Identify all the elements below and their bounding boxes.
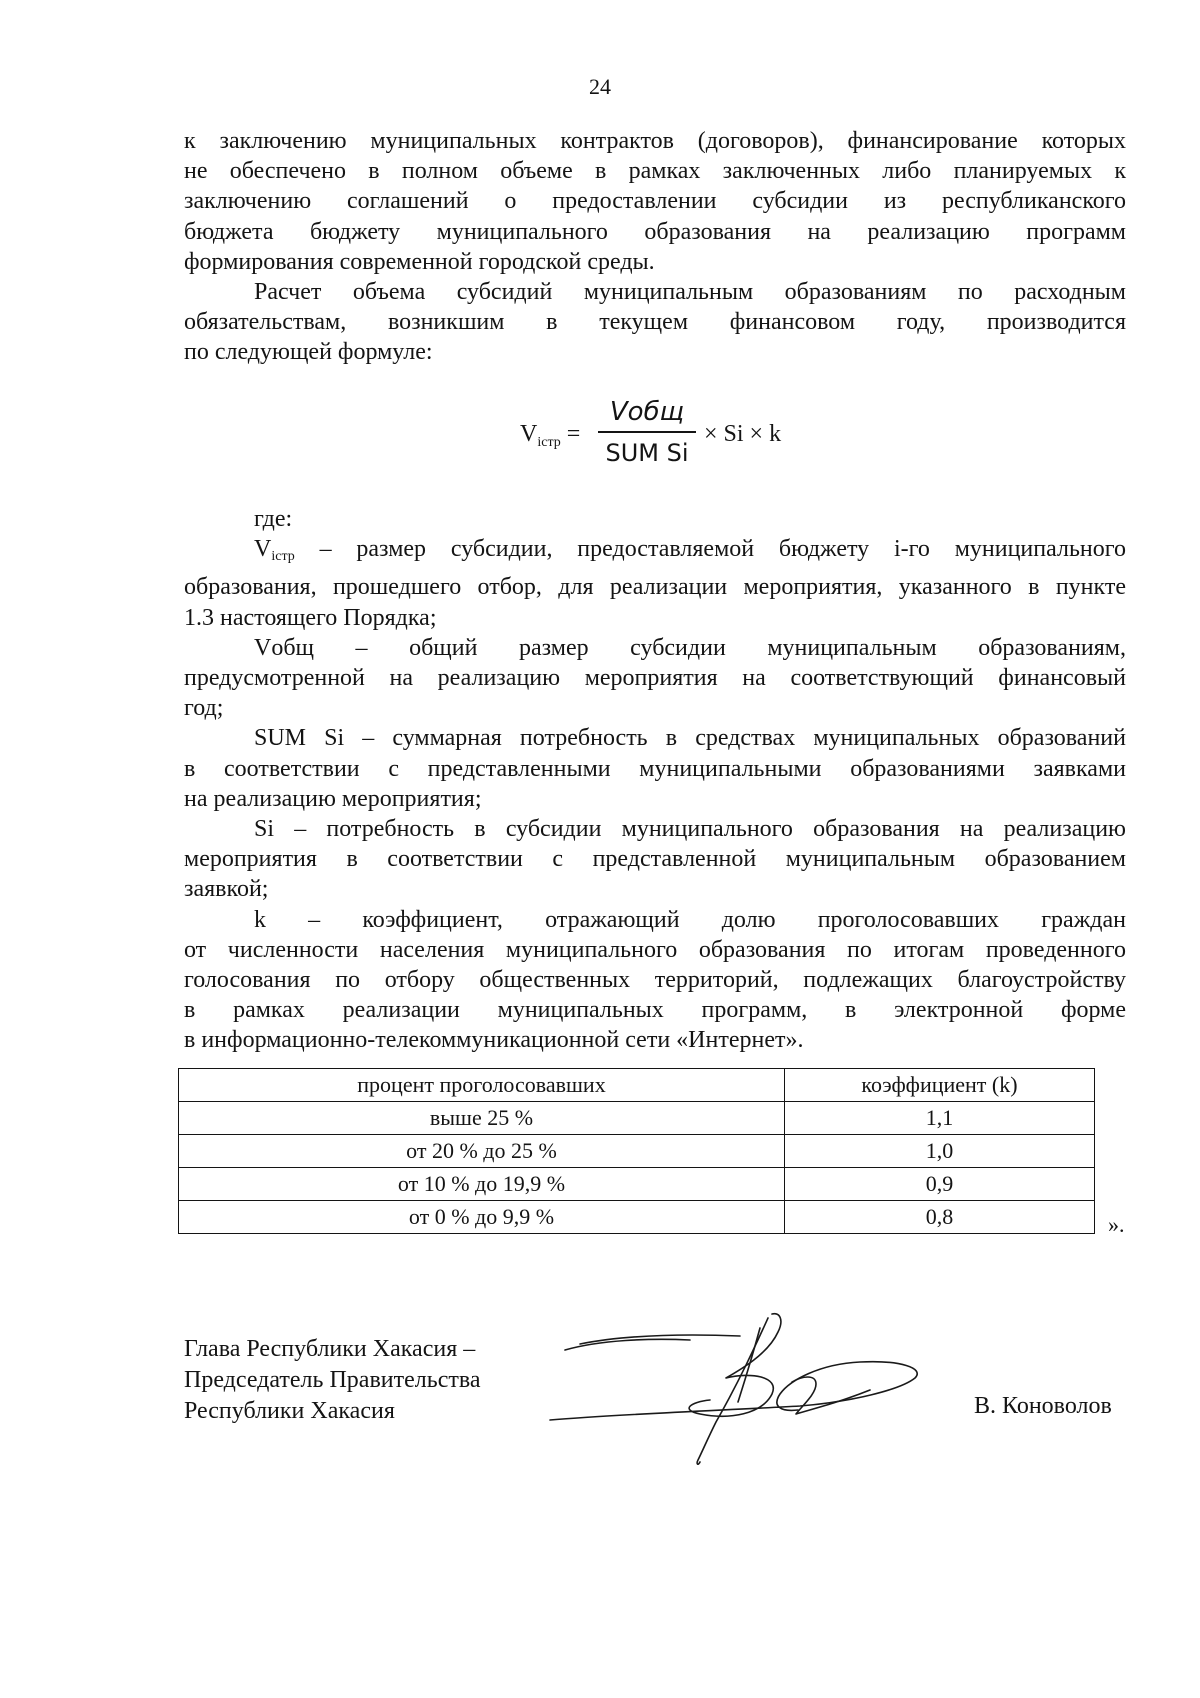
text-line: в соответствии с представленными муниципальными образованиями заявками (184, 755, 1126, 782)
formula-numerator: Vобщ (609, 397, 685, 427)
table-row (179, 1201, 1095, 1234)
text-line: по следующей формуле: (184, 339, 433, 366)
text-line: от численности населения муниципального образования по итогам проведенного (184, 936, 1126, 963)
formula-lhs-symbol: V (520, 421, 538, 447)
paragraph-intro (184, 126, 1126, 277)
formula-lhs-subscript: iстр (537, 435, 561, 450)
paragraph-formula-intro (184, 277, 1126, 368)
table-cell: от 0 % до 9,9 % (179, 1201, 785, 1234)
table-cell: 0,9 (785, 1168, 1095, 1201)
definition-v-istr: Viстр – размер субсидии, предоставляемой бюджету i-го муниципального (254, 536, 1126, 565)
text-line: 1.3 настоящего Порядка; (184, 604, 437, 631)
table-row (179, 1168, 1095, 1201)
text-line: к заключению муниципальных контрактов (договоров), финансирование которых (184, 128, 1126, 154)
coefficient-table (178, 1068, 1095, 1234)
definition-v-total: Vобщ – общий размер субсидии муниципальным образованиям, (254, 634, 1126, 661)
table-row (179, 1135, 1095, 1168)
page-number: 24 (589, 74, 611, 99)
text-line: заявкой; (184, 876, 269, 903)
definition-si: Si – потребность в субсидии муниципального образования на реализацию (254, 816, 1126, 843)
text-line: предусмотренной на реализацию мероприятия на соответствующий финансовый (184, 665, 1126, 692)
text-line: формирования современной городской среды. (184, 248, 655, 275)
text-line: год; (184, 695, 224, 722)
text-line: в рамках реализации муниципальных программ, в электронной форме (184, 997, 1126, 1024)
text-line: обязательствам, возникшим в текущем финансовом году, производится (184, 309, 1126, 336)
table-cell: от 10 % до 19,9 % (179, 1168, 785, 1201)
formula-denominator: SUM Si (605, 439, 689, 467)
table-cell: 1,0 (785, 1135, 1095, 1168)
definition-k: k – коэффициент, отражающий долю проголосовавших граждан (254, 906, 1126, 933)
table-header: процент проголосовавших (179, 1069, 785, 1102)
signatory-title-line: Республики Хакасия (184, 1398, 395, 1424)
text-line: заключению соглашений о предоставлении субсидии из республиканского (184, 188, 1126, 215)
table-cell: 1,1 (785, 1102, 1095, 1135)
formula-equals: = (566, 421, 581, 447)
table-cell: от 20 % до 25 % (179, 1135, 785, 1168)
text-line: не обеспечено в полном объеме в рамках заключенных либо планируемых к (184, 158, 1126, 185)
where-label: где: (254, 506, 293, 532)
closing-quote: ». (1108, 1212, 1125, 1237)
definition-sum-si: SUM Si – суммарная потребность в средствах муниципальных образований (254, 725, 1126, 752)
table-row (179, 1102, 1095, 1135)
table-header-row (179, 1069, 1095, 1102)
text-line: бюджета бюджету муниципального образования на реализацию программ (184, 218, 1126, 245)
formula-fraction (598, 393, 696, 471)
formula-rhs: × Si × k (704, 421, 782, 447)
signatory-name: В. Коноволов (974, 1393, 1112, 1419)
table-cell: 0,8 (785, 1201, 1095, 1234)
handwritten-signature (540, 1310, 930, 1480)
text-line: образования, прошедшего отбор, для реализации мероприятия, указанного в пункте (184, 574, 1126, 601)
table-header: коэффициент (k) (785, 1069, 1095, 1102)
text-line: Расчет объема субсидий муниципальным образованиям по расходным (254, 279, 1126, 305)
definitions-block (184, 504, 1126, 1056)
formula-lhs (520, 421, 580, 451)
text-line: голосования по отбору общественных территорий, подлежащих благоустройству (184, 967, 1126, 994)
signatory-title-line: Председатель Правительства (184, 1367, 481, 1393)
signatory-title-line: Глава Республики Хакасия – (184, 1336, 476, 1362)
text-line: в информационно-телекоммуникационной сети «Интернет». (184, 1027, 804, 1054)
table-cell: выше 25 % (179, 1102, 785, 1135)
text-line: на реализацию мероприятия; (184, 785, 482, 812)
text-line: мероприятия в соответствии с представленной муниципальным образованием (184, 846, 1126, 873)
signatory-title (184, 1334, 481, 1427)
